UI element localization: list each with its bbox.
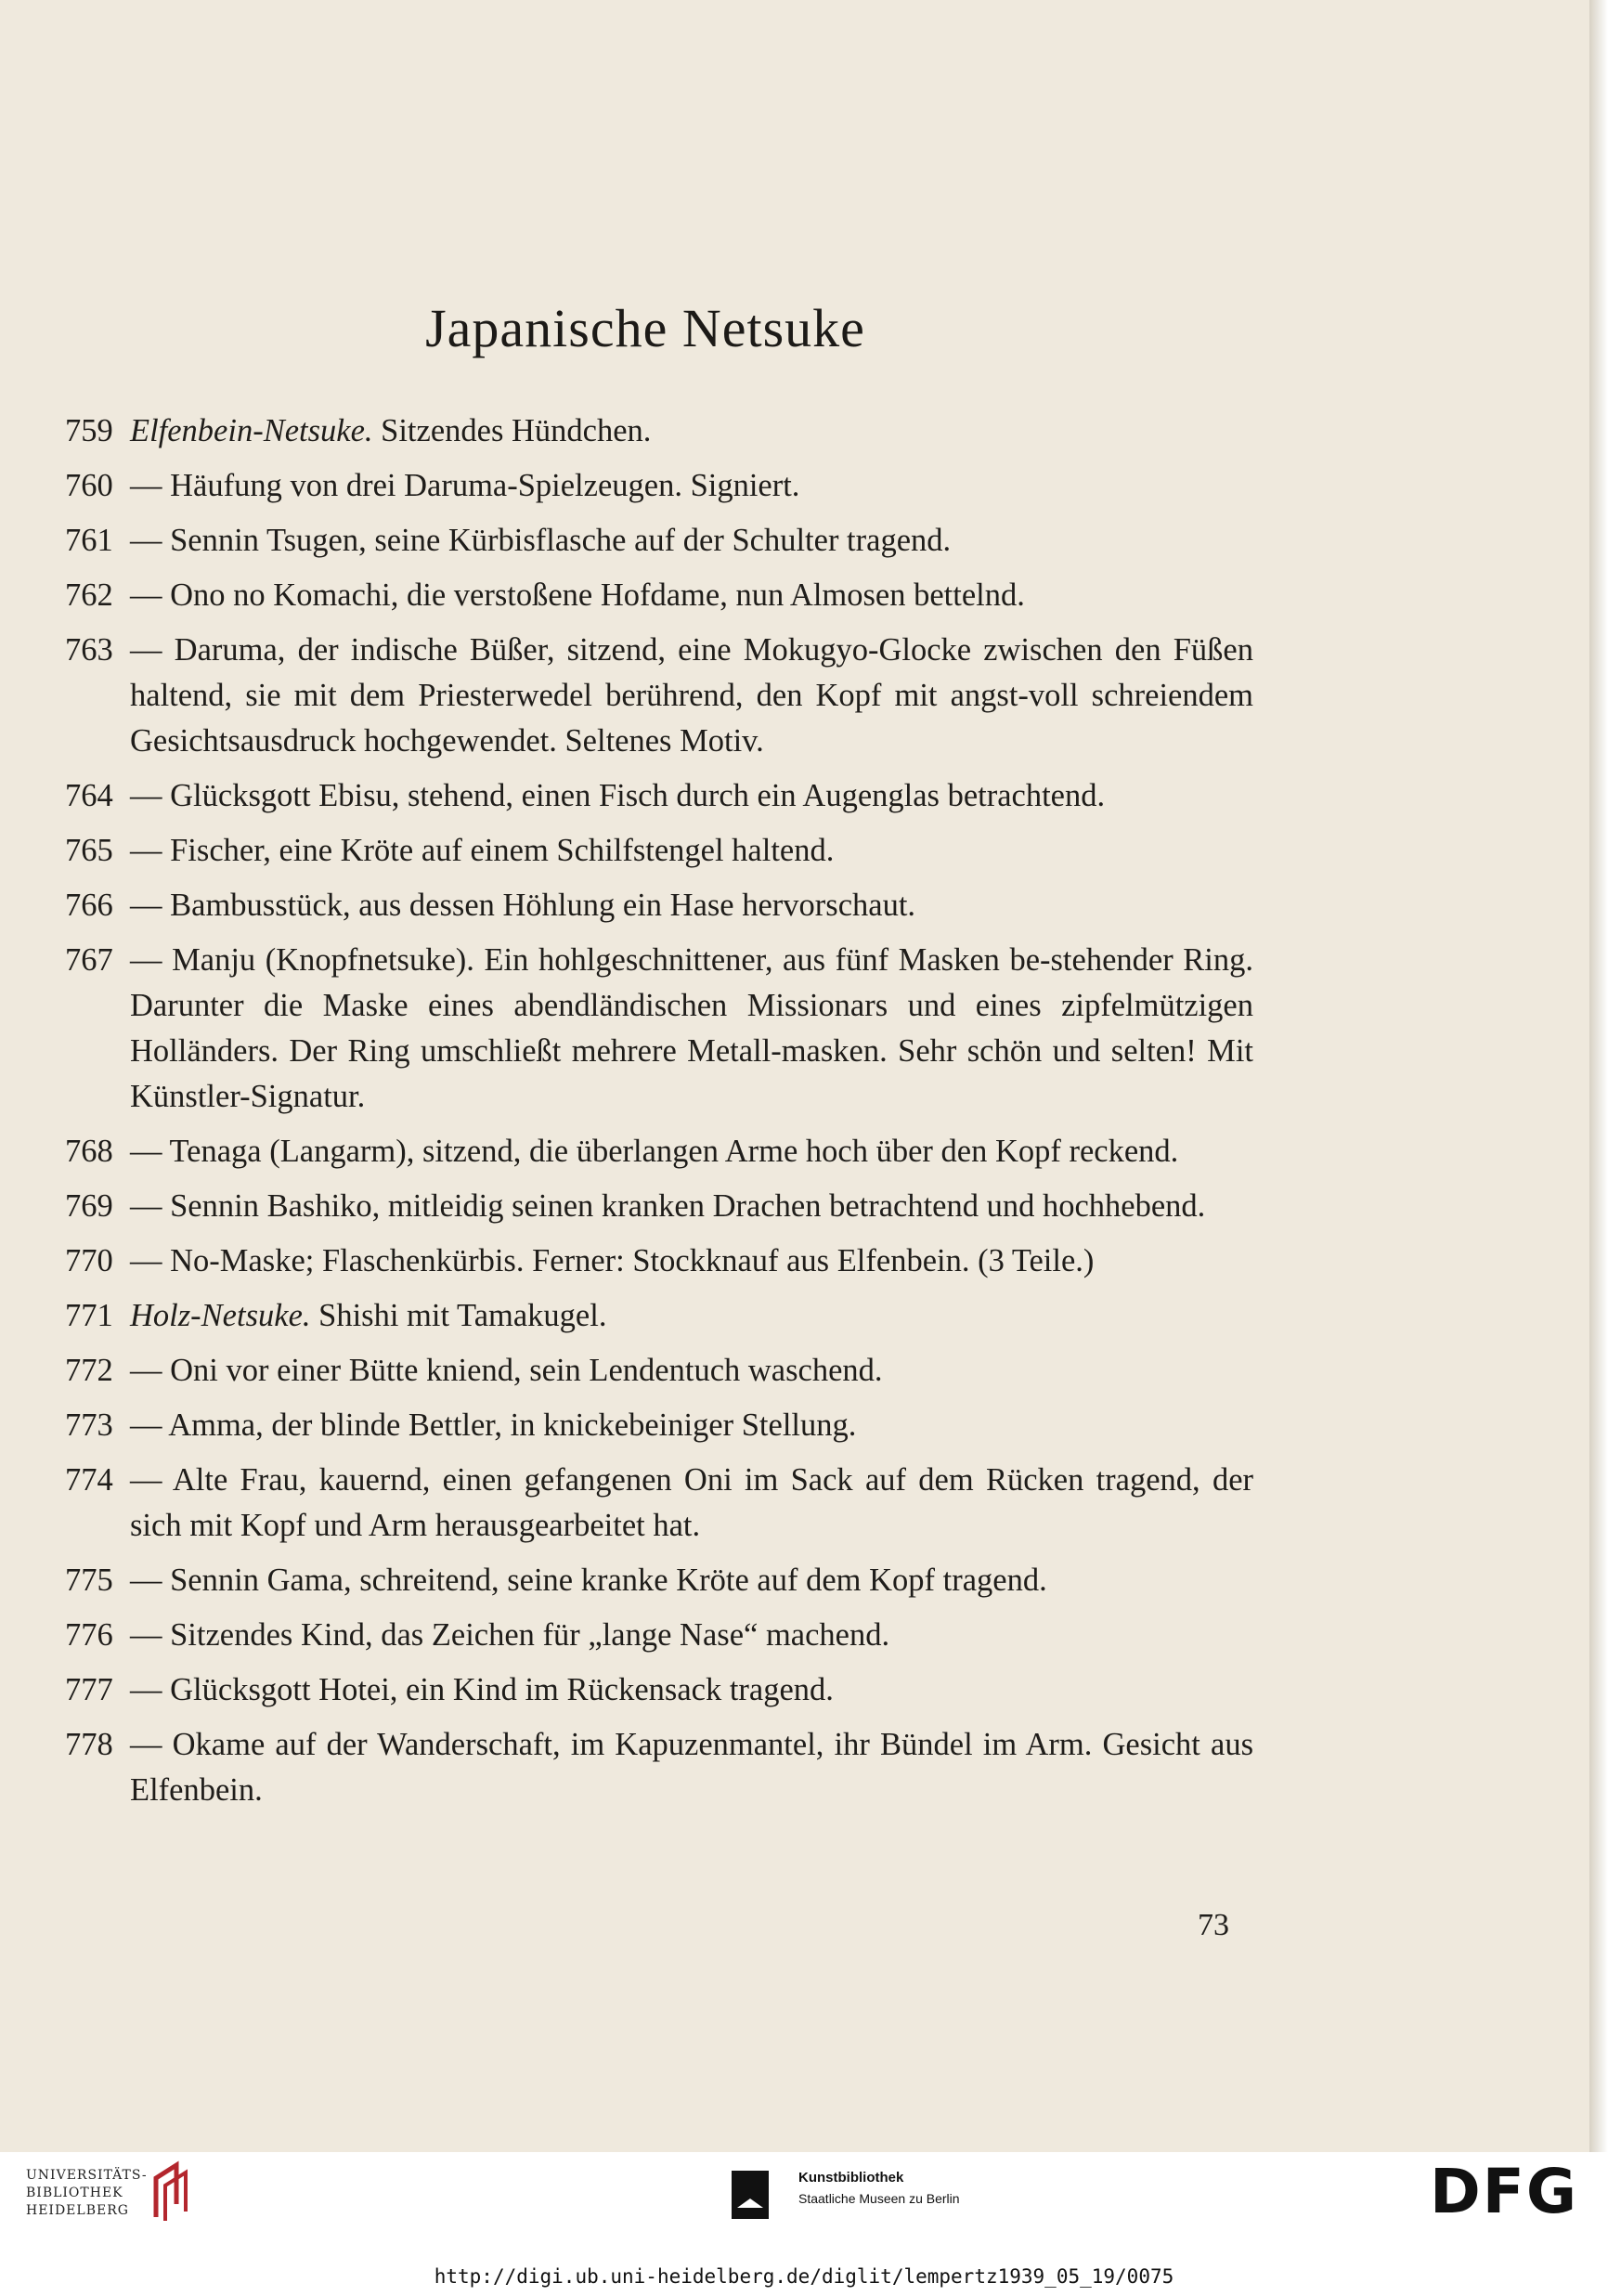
entry-number: 764 xyxy=(65,778,113,813)
entry-number: 759 xyxy=(65,413,113,448)
entry-number: 775 xyxy=(65,1563,113,1598)
catalog-entry xyxy=(65,1667,1253,1713)
entry-text: — Daruma, der indische Büßer, sitzend, eine Mokugyo-Glocke zwischen den Füßen haltend, sie mit dem Priesterwedel berührend, den Kopf mit angst-voll schreiendem Gesichtsausdruck hochgewendet. Seltenes Motiv. xyxy=(130,632,1253,759)
ub-heidelberg-mark-icon[interactable] xyxy=(149,2160,195,2225)
entry-number: 763 xyxy=(65,632,113,668)
entry-text: — Glücksgott Ebisu, stehend, einen Fisch durch ein Augenglas betrachtend. xyxy=(130,778,1106,813)
catalog-entry xyxy=(65,1184,1253,1229)
catalog-entry xyxy=(65,938,1253,1120)
catalog-entry xyxy=(65,1293,1253,1339)
entry-lead: Elfenbein-Netsuke. xyxy=(130,413,373,448)
entry-number: 776 xyxy=(65,1617,113,1653)
catalog-entry xyxy=(65,1613,1253,1658)
catalog-entry xyxy=(65,409,1253,454)
entry-text: — Amma, der blinde Bettler, in knickebeiniger Stellung. xyxy=(130,1407,857,1443)
kunstbibliothek-title: Kunstbibliothek xyxy=(798,2170,904,2186)
catalog-entries xyxy=(65,409,1253,1823)
entry-text: — Fischer, eine Kröte auf einem Schilfstengel haltend. xyxy=(130,833,835,868)
entry-text: — Sennin Gama, schreitend, seine kranke Kröte auf dem Kopf tragend. xyxy=(130,1563,1047,1598)
catalog-entry xyxy=(65,1403,1253,1448)
entry-number: 778 xyxy=(65,1727,113,1762)
entry-text: — No-Maske; Flaschenkürbis. Ferner: Stockknauf aus Elfenbein. (3 Teile.) xyxy=(130,1243,1095,1278)
catalog-entry xyxy=(65,463,1253,509)
ub-line2: BIBLIOTHEK xyxy=(26,2186,123,2200)
entry-number: 773 xyxy=(65,1407,113,1443)
page-edge xyxy=(1589,0,1608,2152)
kunstbibliothek-subtitle: Staatliche Museen zu Berlin xyxy=(798,2191,960,2206)
entry-text: Shishi mit Tamakugel. xyxy=(318,1298,607,1333)
entry-lead: Holz-Netsuke. xyxy=(130,1298,311,1333)
page-heading: Japanische Netsuke xyxy=(425,298,865,358)
ub-line1: UNIVERSITÄTS- xyxy=(26,2168,148,2183)
catalog-entry xyxy=(65,1458,1253,1549)
entry-text: — Oni vor einer Bütte kniend, sein Lendentuch waschend. xyxy=(130,1353,883,1388)
entry-text: — Alte Frau, kauernd, einen gefangenen Oni im Sack auf dem Rücken tragend, der sich mit Kopf und Arm herausgearbeitet hat. xyxy=(130,1462,1253,1543)
entry-number: 765 xyxy=(65,833,113,868)
page-url[interactable]: http://digi.ub.uni-heidelberg.de/diglit/lempertz1939_05_19/0075 xyxy=(434,2265,1174,2288)
entry-text: — Manju (Knopfnetsuke). Ein hohlgeschnittener, aus fünf Masken be-stehender Ring. Darunter die Maske eines abendländischen Missionars und eines zipfelmützigen Holländers. Der Ring umschließt mehrere Metall-masken. Sehr schön und selten! Mit Künstler-Signatur. xyxy=(130,942,1253,1114)
catalog-entry xyxy=(65,573,1253,618)
entry-number: 761 xyxy=(65,523,113,558)
entry-text: — Häufung von drei Daruma-Spielzeugen. Signiert. xyxy=(130,468,800,503)
catalog-entry xyxy=(65,1239,1253,1284)
dfg-logo[interactable]: DFG xyxy=(1430,2156,1579,2227)
entry-number: 771 xyxy=(65,1298,113,1333)
ub-line3: HEIDELBERG xyxy=(26,2203,129,2218)
entry-text: — Ono no Komachi, die verstoßene Hofdame, nun Almosen bettelnd. xyxy=(130,577,1025,613)
entry-text: — Glücksgott Hotei, ein Kind im Rückensack tragend. xyxy=(130,1672,834,1707)
entry-number: 766 xyxy=(65,888,113,923)
entry-number: 767 xyxy=(65,942,113,978)
entry-text: — Sennin Bashiko, mitleidig seinen kranken Drachen betrachtend und hochhebend. xyxy=(130,1188,1206,1224)
kunstbibliothek-text[interactable] xyxy=(798,2168,960,2209)
kunstbibliothek-logo-icon[interactable] xyxy=(732,2171,769,2219)
entry-number: 760 xyxy=(65,468,113,503)
entry-text: — Sennin Tsugen, seine Kürbisflasche auf der Schulter tragend. xyxy=(130,523,952,558)
entry-number: 774 xyxy=(65,1462,113,1498)
entry-text: Sitzendes Hündchen. xyxy=(381,413,652,448)
entry-number: 768 xyxy=(65,1134,113,1169)
catalog-entry xyxy=(65,1129,1253,1174)
catalog-entry xyxy=(65,1558,1253,1603)
catalog-entry xyxy=(65,828,1253,874)
entry-text: — Tenaga (Langarm), sitzend, die überlangen Arme hoch über den Kopf reckend. xyxy=(130,1134,1179,1169)
entry-text: — Okame auf der Wanderschaft, im Kapuzenmantel, ihr Bündel im Arm. Gesicht aus Elfenbein. xyxy=(130,1727,1253,1808)
catalog-entry xyxy=(65,1722,1253,1813)
entry-number: 772 xyxy=(65,1353,113,1388)
catalog-entry xyxy=(65,773,1253,819)
entry-number: 762 xyxy=(65,577,113,613)
page-number: 73 xyxy=(1198,1908,1229,1942)
ub-heidelberg-logo-text[interactable] xyxy=(26,2167,147,2220)
entry-number: 770 xyxy=(65,1243,113,1278)
catalog-entry xyxy=(65,628,1253,764)
catalog-entry xyxy=(65,883,1253,928)
entry-number: 777 xyxy=(65,1672,113,1707)
entry-text: — Sitzendes Kind, das Zeichen für „lange Nase“ machend. xyxy=(130,1617,890,1653)
entry-number: 769 xyxy=(65,1188,113,1224)
catalog-entry xyxy=(65,1348,1253,1394)
entry-text: — Bambusstück, aus dessen Höhlung ein Hase hervorschaut. xyxy=(130,888,916,923)
catalog-entry xyxy=(65,518,1253,564)
